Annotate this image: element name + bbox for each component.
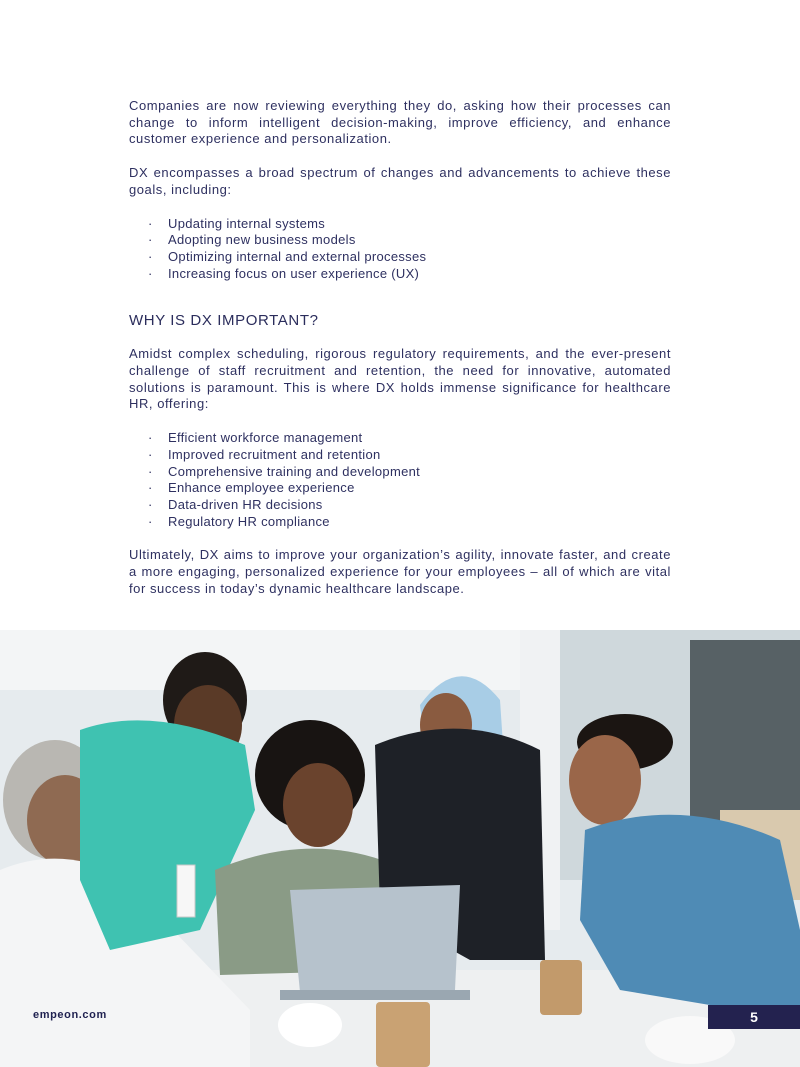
- bullet-dot: ·: [148, 463, 153, 479]
- intro-paragraph: Companies are now reviewing everything they do, asking how their processes can change to inform intelligent decision-making, improve efficiency, and enhance customer experience and personalization.: [129, 98, 671, 147]
- team-photo-illustration: [0, 630, 800, 1067]
- bullet-dot: ·: [148, 430, 153, 446]
- changes-list: [129, 216, 671, 283]
- list-item-text: Improved recruitment and retention: [168, 446, 381, 462]
- conclusion-paragraph: Ultimately, DX aims to improve your organization’s agility, innovate faster, and create a more engaging, personalized experience for your employees – all of which are vital for success in today’s dynamic healthcare landscape.: [129, 547, 671, 596]
- importance-paragraph: Amidst complex scheduling, rigorous regulatory requirements, and the ever-present challenge of staff recruitment and retention, the need for innovative, automated solutions is paramount. This is where DX holds immense significance for healthcare HR, offering:: [129, 346, 671, 412]
- bullet-dot: ·: [148, 496, 153, 512]
- list-item: [148, 464, 671, 481]
- benefits-list: [129, 430, 671, 530]
- list-item-text: Efficient workforce management: [168, 430, 363, 446]
- bullet-dot: ·: [148, 248, 153, 264]
- list-item: [148, 447, 671, 464]
- page-number-box: [708, 1005, 800, 1029]
- list-item-text: Increasing focus on user experience (UX): [168, 265, 420, 281]
- dx-scope-paragraph: DX encompasses a broad spectrum of changes and advancements to achieve these goals, including:: [129, 165, 671, 197]
- team-photo: [0, 630, 800, 1067]
- page-content: [129, 98, 671, 597]
- bullet-dot: ·: [148, 215, 153, 231]
- bullet-dot: ·: [148, 265, 153, 281]
- bullet-dot: ·: [148, 513, 153, 529]
- page-number: 5: [750, 1009, 758, 1025]
- list-item: [148, 232, 671, 249]
- list-item-text: Regulatory HR compliance: [168, 513, 330, 529]
- list-item-text: Adopting new business models: [168, 232, 356, 248]
- list-item-text: Optimizing internal and external processes: [168, 248, 427, 264]
- bullet-dot: ·: [148, 446, 153, 462]
- list-item-text: Data-driven HR decisions: [168, 496, 323, 512]
- section-heading: WHY IS DX IMPORTANT?: [129, 312, 319, 330]
- list-item: [148, 497, 671, 514]
- list-item: [148, 480, 671, 497]
- list-item-text: Updating internal systems: [168, 215, 326, 231]
- bullet-dot: ·: [148, 480, 153, 496]
- bullet-dot: ·: [148, 232, 153, 248]
- list-item-text: Enhance employee experience: [168, 480, 355, 496]
- list-item: [148, 430, 671, 447]
- list-item: [148, 514, 671, 531]
- list-item: [148, 216, 671, 233]
- footer-website: empeon.com: [33, 1009, 107, 1021]
- list-item-text: Comprehensive training and development: [168, 463, 421, 479]
- list-item: [148, 266, 671, 283]
- list-item: [148, 249, 671, 266]
